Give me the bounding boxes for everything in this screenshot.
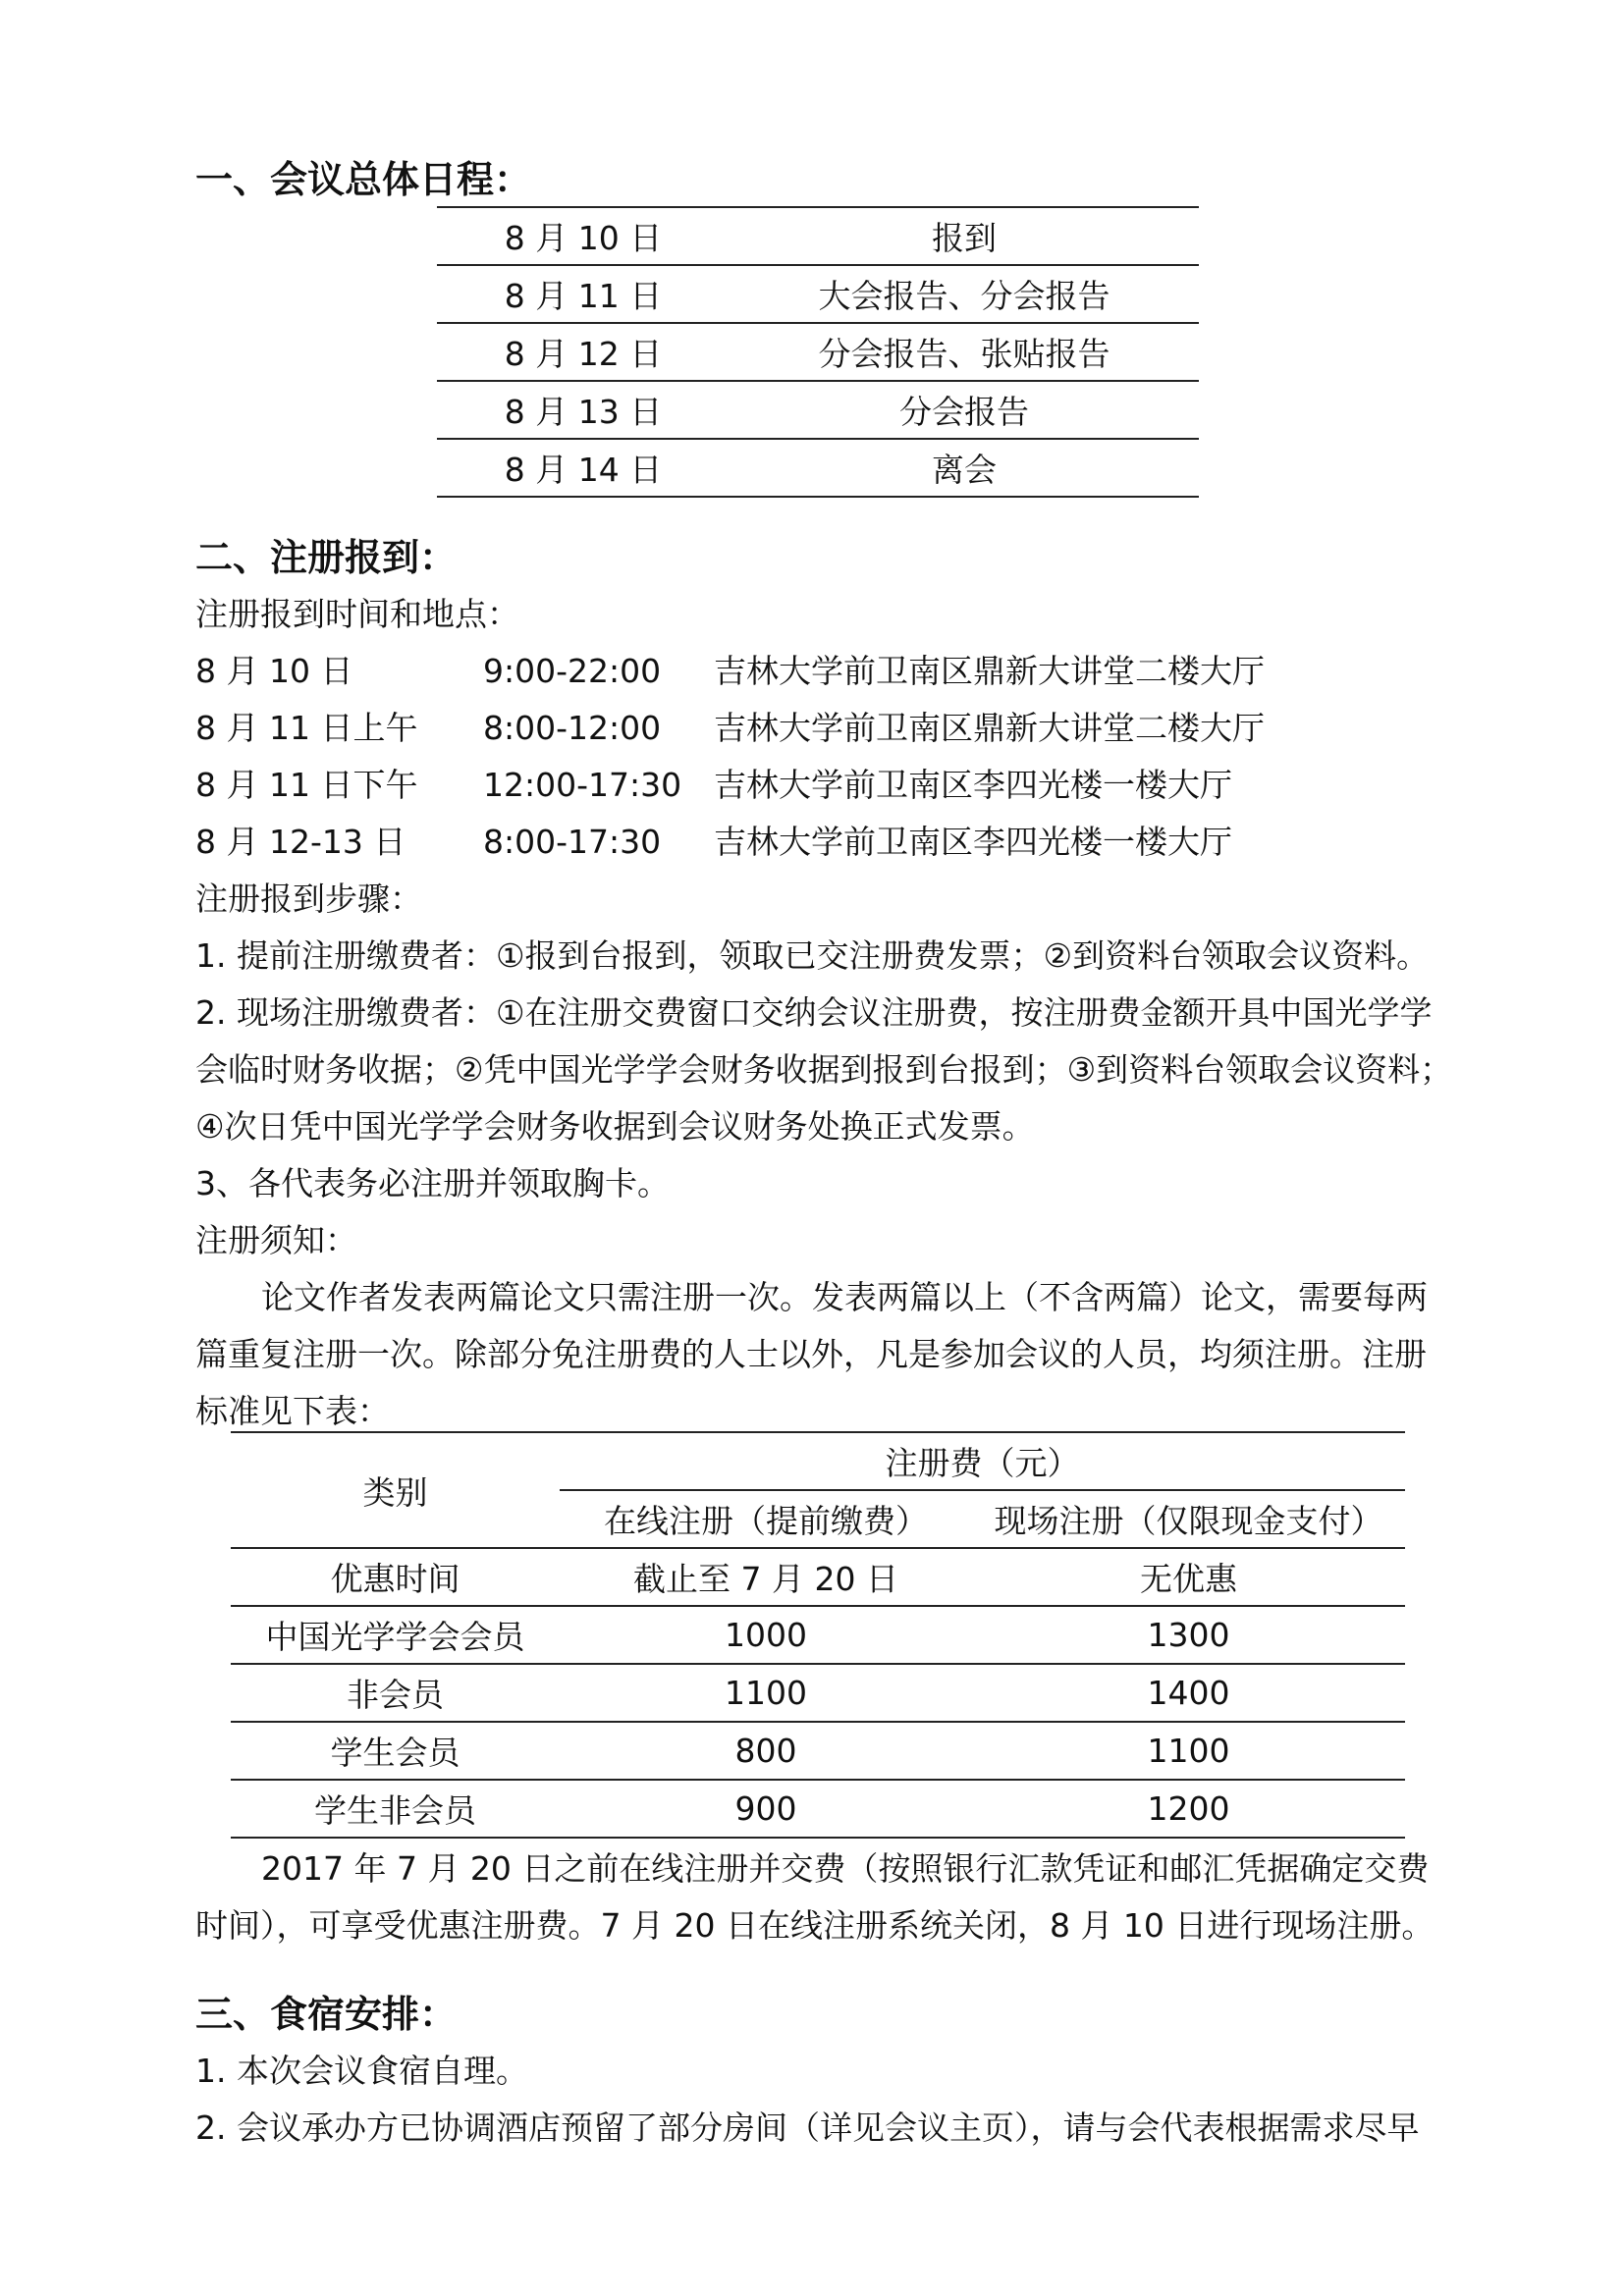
fee-online: 1000 (560, 1606, 972, 1664)
reg-time: 8:00-12:00 (483, 709, 662, 747)
schedule-date: 8 月 10 日 (437, 207, 730, 265)
table-row (437, 323, 1199, 381)
fee-table (231, 1431, 1405, 1839)
schedule-date: 8 月 14 日 (437, 439, 730, 497)
fee-category: 中国光学学会会员 (231, 1606, 560, 1664)
table-row (231, 1722, 1405, 1780)
table-row (437, 439, 1199, 497)
fee-onsite: 1100 (972, 1722, 1405, 1780)
table-row (231, 1780, 1405, 1838)
fee-category: 学生非会员 (231, 1780, 560, 1838)
table-row (437, 265, 1199, 323)
table-row (437, 207, 1199, 265)
lodging-item-2: 2. 会议承办方已协调酒店预留了部分房间（详见会议主页），请与会代表根据需求尽早 (195, 2109, 1420, 2147)
schedule-item: 分会报告、张贴报告 (730, 323, 1199, 381)
header-category: 类别 (231, 1432, 560, 1548)
fee-online: 1100 (560, 1664, 972, 1722)
fee-onsite: 1400 (972, 1664, 1405, 1722)
section-3-heading: 三、食宿安排： (195, 1993, 458, 2036)
notice-line-3: 标准见下表： (195, 1392, 390, 1430)
table-header-row (231, 1432, 1405, 1490)
notice-line-1: 论文作者发表两篇论文只需注册一次。发表两篇以上（不含两篇）论文，需要每两 (261, 1278, 1428, 1316)
table-row (231, 1606, 1405, 1664)
fee-onsite: 1300 (972, 1606, 1405, 1664)
section-2-heading: 二、注册报到： (195, 536, 458, 579)
table-row (437, 381, 1199, 439)
reg-place: 吉林大学前卫南区李四光楼一楼大厅 (714, 823, 1232, 861)
header-fee: 注册费（元） (560, 1432, 1405, 1490)
step-2-line-3: ④次日凭中国光学学会财务收据到会议财务处换正式发票。 (195, 1107, 1035, 1146)
after-table-line-2: 时间），可享受优惠注册费。7 月 20 日在线注册系统关闭，8 月 10 日进行现场注册。 (195, 1906, 1435, 1945)
reg-time: 12:00-17:30 (483, 766, 682, 804)
lodging-item-1: 1. 本次会议食宿自理。 (195, 2052, 528, 2090)
step-2-line-1: 2. 现场注册缴费者：①在注册交费窗口交纳会议注册费，按注册费金额开具中国光学学 (195, 993, 1433, 1032)
step-1: 1. 提前注册缴费者：①报到台报到，领取已交注册费发票；②到资料台领取会议资料。 (195, 936, 1430, 975)
header-online: 在线注册（提前缴费） (560, 1490, 972, 1548)
reg-place: 吉林大学前卫南区鼎新大讲堂二楼大厅 (714, 652, 1265, 690)
section-1-heading: 一、会议总体日程： (195, 158, 532, 201)
schedule-item: 离会 (730, 439, 1199, 497)
table-row (231, 1664, 1405, 1722)
reg-day: 8 月 12-13 日 (195, 823, 406, 861)
steps-label: 注册报到步骤： (195, 880, 422, 918)
table-row (231, 1548, 1405, 1606)
time-place-label: 注册报到时间和地点： (195, 595, 519, 633)
schedule-date: 8 月 12 日 (437, 323, 730, 381)
fee-category: 学生会员 (231, 1722, 560, 1780)
reg-place: 吉林大学前卫南区李四光楼一楼大厅 (714, 766, 1232, 804)
schedule-date: 8 月 13 日 (437, 381, 730, 439)
notice-line-2: 篇重复注册一次。除部分免注册费的人士以外，凡是参加会议的人员，均须注册。注册 (195, 1335, 1427, 1373)
fee-onsite: 无优惠 (972, 1548, 1405, 1606)
step-2-line-2: 会临时财务收据；②凭中国光学学会财务收据到报到台报到；③到资料台领取会议资料； (195, 1050, 1453, 1089)
notice-label: 注册须知： (195, 1221, 357, 1259)
fee-online: 截止至 7 月 20 日 (560, 1548, 972, 1606)
fee-online: 900 (560, 1780, 972, 1838)
schedule-item: 分会报告 (730, 381, 1199, 439)
reg-time: 9:00-22:00 (483, 652, 662, 690)
schedule-table (437, 206, 1199, 498)
reg-time: 8:00-17:30 (483, 823, 662, 861)
fee-online: 800 (560, 1722, 972, 1780)
schedule-item: 报到 (730, 207, 1199, 265)
reg-day: 8 月 11 日上午 (195, 709, 418, 747)
schedule-item: 大会报告、分会报告 (730, 265, 1199, 323)
reg-day: 8 月 11 日下午 (195, 766, 418, 804)
reg-day: 8 月 10 日 (195, 652, 353, 690)
after-table-line-1: 2017 年 7 月 20 日之前在线注册并交费（按照银行汇款凭证和邮汇凭据确定交费 (261, 1849, 1430, 1888)
step-3: 3、各代表务必注册并领取胸卡。 (195, 1164, 670, 1202)
fee-category: 优惠时间 (231, 1548, 560, 1606)
header-onsite: 现场注册（仅限现金支付） (972, 1490, 1405, 1548)
reg-place: 吉林大学前卫南区鼎新大讲堂二楼大厅 (714, 709, 1265, 747)
fee-category: 非会员 (231, 1664, 560, 1722)
schedule-date: 8 月 11 日 (437, 265, 730, 323)
fee-onsite: 1200 (972, 1780, 1405, 1838)
